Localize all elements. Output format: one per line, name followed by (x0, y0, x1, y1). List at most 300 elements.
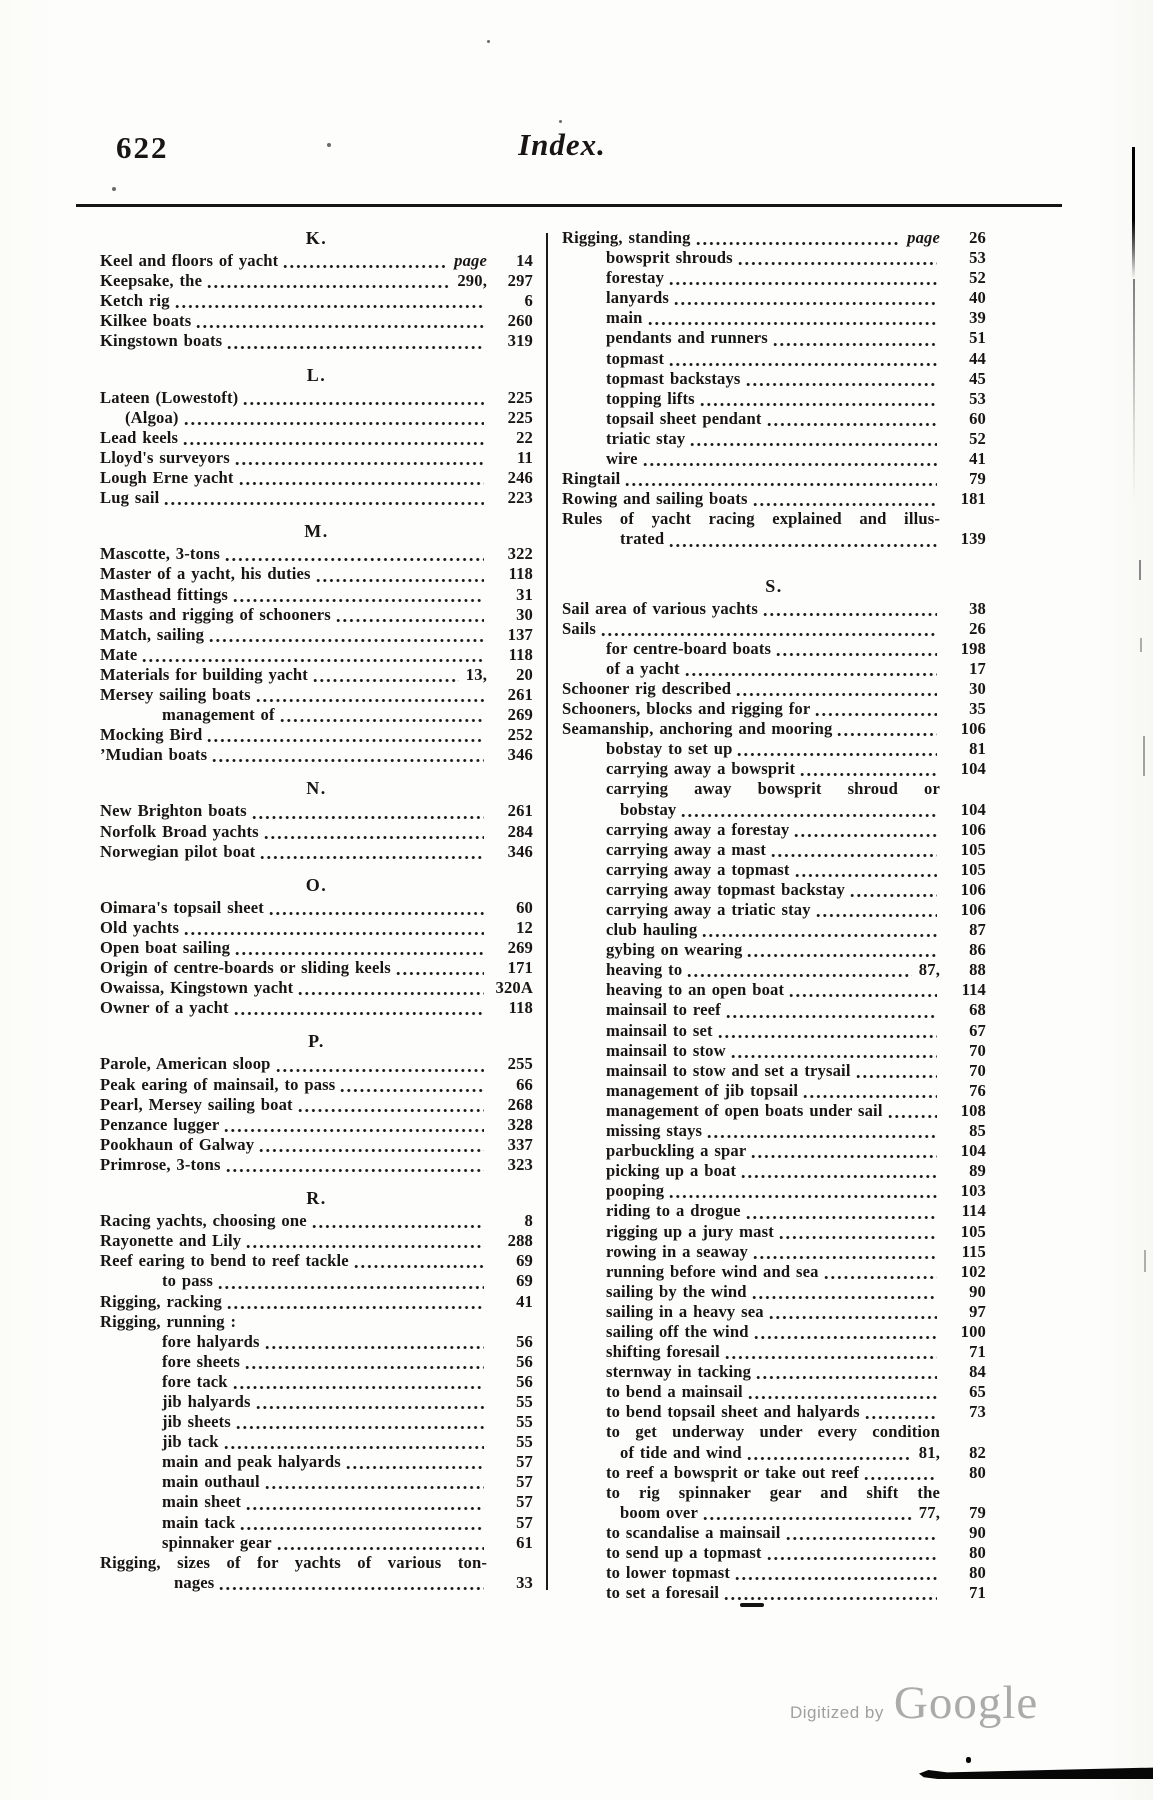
dot-leader (246, 1244, 484, 1249)
dot-leader (209, 638, 484, 643)
dot-leader (753, 502, 937, 507)
entry-page-number: 8 (524, 1211, 533, 1231)
entry-page-number: 57 (516, 1492, 533, 1512)
dot-leader (283, 264, 447, 269)
index-entry (100, 1432, 533, 1452)
index-entry (100, 938, 533, 958)
entry-label: Ringtail (562, 469, 621, 489)
entry-label: lanyards (606, 288, 669, 308)
index-entry (100, 822, 533, 842)
index-entry (562, 1201, 986, 1221)
entry-page-number: 22 (516, 427, 533, 447)
entry-label: main and peak halyards (162, 1452, 341, 1472)
dot-leader (276, 1068, 484, 1073)
entry-label: forestay (606, 268, 665, 288)
index-entry (562, 1342, 986, 1362)
entry-page-number: 105 (960, 859, 986, 879)
index-entry (100, 665, 533, 685)
entry-label: Sail area of various yachts (562, 598, 758, 618)
index-entry (562, 349, 986, 369)
dot-leader (234, 1011, 484, 1016)
entry-page-number: 85 (969, 1121, 986, 1141)
entry-label: management of open boats under sail (606, 1100, 883, 1120)
entry-label: Origin of centre-boards or sliding keels (100, 958, 391, 978)
digitized-by-label: Digitized by (790, 1703, 884, 1722)
entry-page-number: 84 (969, 1362, 986, 1382)
scan-edge-artifact (1140, 638, 1142, 652)
index-entry (100, 1054, 533, 1074)
entry-label: Rigging, racking (100, 1291, 222, 1311)
entry-page-number: 284 (507, 821, 533, 841)
entry-page-number: 79 (969, 469, 986, 489)
dot-leader (207, 738, 484, 743)
entry-page-number: 104 (960, 799, 986, 819)
index-entry (100, 271, 533, 291)
dot-leader (763, 612, 937, 617)
entry-label: to get underway under every condition (606, 1422, 940, 1442)
entry-page-number: 246 (507, 468, 533, 488)
index-entry (562, 1563, 986, 1583)
entry-page-number: 20 (516, 664, 533, 684)
dot-leader (226, 1168, 484, 1173)
index-entry (100, 842, 533, 862)
entry-page-number: 139 (960, 529, 986, 549)
dot-leader (707, 1134, 937, 1139)
entry-label: sailing in a heavy sea (606, 1301, 764, 1321)
index-entry (100, 1075, 533, 1095)
entry-label: picking up a boat (606, 1161, 737, 1181)
entry-page-number: 252 (507, 725, 533, 745)
dot-leader (313, 678, 459, 683)
entry-label: Match, sailing (100, 624, 205, 644)
index-entry (100, 998, 533, 1018)
scan-edge-artifact (1144, 1250, 1146, 1272)
dot-leader (243, 401, 484, 406)
index-entry (100, 428, 533, 448)
dot-leader (312, 1224, 484, 1229)
page-word: page (907, 228, 940, 247)
entry-page-number: 261 (507, 801, 533, 821)
entry-page-number: 69 (516, 1251, 533, 1271)
index-entry (562, 429, 986, 449)
index-entry (100, 544, 533, 564)
index-entry (100, 958, 533, 978)
index-entry (562, 449, 986, 469)
dot-leader (246, 1506, 484, 1511)
entry-page-number: 322 (507, 544, 533, 564)
index-entry (562, 509, 986, 529)
entry-page-number: 80 (969, 1543, 986, 1562)
dot-leader (724, 1596, 937, 1601)
dot-leader (824, 1275, 937, 1280)
scan-edge-artifact (1132, 147, 1135, 279)
index-entry (100, 1412, 533, 1432)
entry-page-prefix: 81, (918, 1442, 940, 1462)
dot-leader (725, 1355, 937, 1360)
index-entry (100, 645, 533, 665)
dot-leader (184, 931, 484, 936)
entry-page-number: 55 (516, 1391, 533, 1411)
dot-leader (773, 342, 937, 347)
entry-page-number: 261 (507, 684, 533, 704)
entry-page-number: 57 (516, 1452, 533, 1472)
index-entry (562, 1282, 986, 1302)
dot-leader (219, 1586, 484, 1591)
entry-label: missing stays (606, 1121, 703, 1141)
index-entry (100, 725, 533, 745)
entry-page-number: 87 (969, 920, 986, 940)
entry-page-number: 346 (507, 841, 533, 861)
entry-label: Keel and floors of yacht (100, 251, 279, 271)
entry-page-number: 115 (961, 1241, 986, 1261)
entry-page-number: 65 (969, 1382, 986, 1402)
index-entry (562, 409, 986, 429)
entry-label: carrying away a forestay (606, 819, 790, 839)
entry-label: parbuckling a spar (606, 1141, 747, 1161)
dot-leader (767, 422, 937, 427)
entry-page-number: 88 (969, 960, 986, 980)
section-heading: L. (306, 364, 327, 385)
entry-page-number: 97 (969, 1301, 986, 1321)
entry-page-number: 30 (969, 678, 986, 698)
index-entry (100, 705, 533, 725)
dot-leader (669, 1194, 937, 1199)
entry-label: Kilkee boats (100, 311, 192, 331)
entry-label: Mocking Bird (100, 725, 203, 745)
entry-label: club hauling (606, 920, 698, 940)
entry-label: Mate (100, 644, 138, 664)
dot-leader (856, 1074, 937, 1079)
entry-page-number: 73 (969, 1402, 986, 1422)
entry-label: to rig spinnaker gear and shift the (606, 1482, 940, 1502)
index-column-right (562, 228, 986, 1603)
entry-label: mainsail to stow (606, 1040, 726, 1060)
index-entry (100, 311, 533, 331)
dot-leader (685, 672, 937, 677)
entry-page-number: 66 (516, 1074, 533, 1094)
header-rule (76, 204, 1062, 207)
column-divider-rule (546, 233, 548, 1590)
entry-page-number: 100 (960, 1321, 986, 1341)
entry-label: Norfolk Broad yachts (100, 821, 259, 841)
entry-page-number: 118 (508, 998, 533, 1018)
entry-page-number: 14 (516, 251, 533, 271)
dot-leader (888, 1114, 937, 1119)
entry-label: Mascotte, 3-tons (100, 544, 221, 564)
dot-leader (175, 304, 484, 309)
dot-leader (336, 618, 484, 623)
dot-leader (233, 1385, 484, 1390)
entry-page-number: 52 (969, 428, 986, 448)
entry-page-number: 225 (507, 407, 533, 427)
entry-label: Reef earing to bend to reef tackle (100, 1251, 349, 1271)
entry-page-number: 69 (516, 1271, 533, 1291)
dot-leader (815, 712, 937, 717)
index-entry (562, 1141, 986, 1161)
entry-label: to lower topmast (606, 1563, 730, 1583)
index-entry (562, 900, 986, 920)
dot-leader (746, 1215, 937, 1220)
index-entry (562, 1402, 986, 1422)
entry-label: jib sheets (162, 1412, 231, 1432)
index-entry (100, 1513, 533, 1533)
dot-leader (184, 421, 484, 426)
entry-page-number: 90 (969, 1281, 986, 1301)
index-entry (100, 898, 533, 918)
scan-edge-artifact (1143, 736, 1145, 776)
section-heading: M. (304, 521, 329, 542)
entry-label: Lloyd's surveyors (100, 447, 230, 467)
dot-leader (277, 1546, 484, 1551)
index-entry (562, 880, 986, 900)
scan-edge-artifact (1139, 560, 1141, 580)
dot-leader (741, 1174, 937, 1179)
entry-page-number: 81 (969, 739, 986, 759)
entry-page-number: 288 (507, 1231, 533, 1251)
entry-label: Norwegian pilot boat (100, 841, 256, 861)
dot-leader (298, 1108, 484, 1113)
index-entry (100, 1533, 533, 1553)
dot-leader (212, 758, 484, 763)
index-entry (562, 599, 986, 619)
index-entry (100, 468, 533, 488)
entry-label: Penzance lugger (100, 1114, 220, 1134)
entry-page-number: 105 (960, 839, 986, 859)
dot-leader (865, 1415, 937, 1420)
index-entry (100, 918, 533, 938)
entry-page-number: 80 (969, 1462, 986, 1482)
entry-label: to reef a bowsprit or take out reef (606, 1462, 860, 1482)
dot-leader (340, 1088, 484, 1093)
entry-page-number: 68 (969, 1000, 986, 1020)
entry-page-prefix: 77, (918, 1502, 940, 1522)
entry-label: Ketch rig (100, 291, 170, 311)
index-entry (100, 1292, 533, 1312)
entry-label: to scandalise a mainsail (606, 1522, 781, 1542)
digitization-watermark (790, 1676, 1038, 1730)
entry-label: topsail sheet pendant (606, 408, 762, 428)
entry-label: Materials for building yacht (100, 664, 308, 684)
entry-page-number: 198 (960, 638, 986, 658)
dot-leader (298, 991, 484, 996)
entry-label: Old yachts (100, 917, 180, 937)
entry-page-number: 108 (960, 1100, 986, 1120)
dot-leader (747, 953, 937, 958)
index-entry (562, 960, 986, 980)
entry-label: Pearl, Mersey sailing boat (100, 1094, 293, 1114)
entry-page-number: 323 (507, 1154, 533, 1174)
dot-leader (803, 1094, 937, 1099)
entry-label: spinnaker gear (162, 1532, 272, 1552)
index-entry (100, 1472, 533, 1492)
index-entry (100, 488, 533, 508)
index-entry (562, 920, 986, 940)
section-heading: O. (305, 874, 328, 895)
dot-leader (703, 1516, 912, 1521)
dot-leader (396, 971, 484, 976)
index-entry (562, 1523, 986, 1543)
entry-page-number: 35 (969, 699, 986, 719)
index-entry (100, 1115, 533, 1135)
section-heading: N. (306, 778, 327, 799)
entry-page-number: 11 (517, 447, 533, 467)
dot-leader (601, 632, 937, 637)
entry-page-number: 106 (960, 900, 986, 919)
entry-page-number: 104 (960, 1141, 986, 1161)
dot-leader (236, 1425, 484, 1430)
entry-page-number: 30 (516, 604, 533, 624)
index-entry (100, 1332, 533, 1352)
index-entry (562, 1543, 986, 1563)
dot-leader (756, 1375, 937, 1380)
entry-label: (Algoa) (125, 407, 179, 427)
entry-label: shifting foresail (606, 1342, 720, 1362)
dot-leader (256, 1405, 484, 1410)
entry-label: pendants and runners (606, 328, 768, 348)
index-entry (100, 978, 533, 998)
entry-page-number: 225 (507, 387, 533, 407)
index-entry (100, 801, 533, 821)
entry-label: Lug sail (100, 488, 160, 508)
dot-leader (816, 913, 937, 918)
scan-speck (487, 40, 490, 43)
index-entry (562, 1302, 986, 1322)
index-entry (100, 585, 533, 605)
entry-label: carrying away a triatic stay (606, 900, 811, 919)
index-entry (100, 1251, 533, 1271)
dot-leader (837, 732, 937, 737)
entry-page-number: 118 (508, 644, 533, 664)
entry-label: sternway in tacking (606, 1362, 752, 1382)
dot-leader (224, 1445, 484, 1450)
dot-leader (737, 752, 937, 757)
dot-leader (225, 557, 484, 562)
entry-label: topmast (606, 348, 665, 368)
entry-page-number: 26 (969, 618, 986, 638)
index-entry (562, 268, 986, 288)
dot-leader (681, 813, 937, 818)
entry-page-number: 41 (516, 1291, 533, 1311)
entry-label: Schooner rig described (562, 678, 732, 698)
dot-leader (786, 1536, 937, 1541)
index-entry (562, 820, 986, 840)
entry-page-number: 104 (960, 759, 986, 779)
index-entry (562, 1242, 986, 1262)
dot-leader (731, 1054, 937, 1059)
entry-label: Lateen (Lowestoft) (100, 387, 239, 407)
dot-leader (795, 873, 937, 878)
dot-leader (850, 893, 937, 898)
entry-page-number: 269 (507, 705, 533, 725)
index-entry (100, 1372, 533, 1392)
entry-label: to bend a mainsail (606, 1382, 743, 1402)
entry-page-number: 71 (969, 1342, 986, 1362)
entry-page-number: 76 (969, 1080, 986, 1100)
index-entry (562, 228, 986, 248)
entry-page-number: 57 (516, 1472, 533, 1492)
scan-speck (559, 120, 562, 123)
index-entry (100, 1135, 533, 1155)
dot-leader (736, 692, 937, 697)
end-dash-mark (740, 1603, 764, 1607)
entry-page-number: 70 (969, 1040, 986, 1060)
dot-leader (769, 1315, 937, 1320)
entry-page-number: 89 (969, 1161, 986, 1181)
entry-page-number: 171 (507, 958, 533, 978)
dot-leader (142, 658, 484, 663)
entry-label: mainsail to stow and set a trysail (606, 1060, 851, 1080)
entry-label: riding to a drogue (606, 1201, 741, 1221)
entry-label: for centre-board boats (606, 638, 772, 658)
dot-leader (718, 1034, 937, 1039)
entry-page-number: 105 (960, 1221, 986, 1241)
dot-leader (245, 1365, 484, 1370)
dot-leader (669, 281, 937, 286)
index-entry (100, 625, 533, 645)
entry-label: Owaissa, Kingstown yacht (100, 978, 294, 998)
entry-label: Rigging, sizes of for yachts of various ton- (100, 1552, 487, 1572)
index-entry (562, 1483, 986, 1503)
entry-page-number: 260 (507, 311, 533, 331)
entry-page-number: 56 (516, 1351, 533, 1371)
dot-leader (269, 911, 484, 916)
scan-speck (112, 187, 116, 191)
entry-label: topmast backstays (606, 368, 741, 388)
index-entry (562, 1503, 986, 1523)
dot-leader (700, 402, 937, 407)
entry-page-number: 51 (969, 328, 986, 348)
entry-label: rowing in a seaway (606, 1241, 748, 1261)
index-entry (562, 1000, 986, 1020)
entry-page-number: 57 (516, 1512, 533, 1532)
entry-page-number: 71 (969, 1583, 986, 1603)
dot-leader (669, 543, 937, 548)
dot-leader (648, 321, 937, 326)
entry-label: of a yacht (606, 658, 680, 678)
entry-label: mainsail to set (606, 1020, 713, 1040)
entry-page-number: 82 (969, 1442, 986, 1462)
entry-page-number: 53 (969, 248, 986, 268)
entry-page-number: 55 (516, 1412, 533, 1432)
dot-leader (260, 855, 484, 860)
entry-label: Kingstown boats (100, 331, 223, 351)
section-heading: S. (765, 575, 783, 596)
page-title: Index. (518, 127, 606, 162)
index-entry (562, 759, 986, 779)
entry-page-number: 56 (516, 1331, 533, 1351)
dot-leader (235, 951, 484, 956)
dot-leader (164, 501, 484, 506)
dot-leader (674, 301, 937, 306)
entry-page-number: 39 (969, 308, 986, 328)
dot-leader (643, 462, 937, 467)
index-entry (562, 639, 986, 659)
entry-label: main outhaul (162, 1472, 260, 1492)
scan-edge-artifact (1133, 279, 1135, 504)
entry-label: mainsail to reef (606, 1000, 721, 1020)
entry-label: boom over (620, 1502, 698, 1522)
dot-leader (265, 1345, 484, 1350)
page-number: 622 (116, 130, 169, 165)
entry-label: Masthead fittings (100, 584, 229, 604)
entry-page-number: 106 (960, 719, 986, 739)
dot-leader (183, 441, 484, 446)
entry-label: wire (606, 449, 638, 469)
entry-page-number: 106 (960, 879, 986, 899)
index-entry (562, 1021, 986, 1041)
entry-label: Masts and rigging of schooners (100, 604, 331, 624)
entry-page-number: 67 (969, 1020, 986, 1040)
